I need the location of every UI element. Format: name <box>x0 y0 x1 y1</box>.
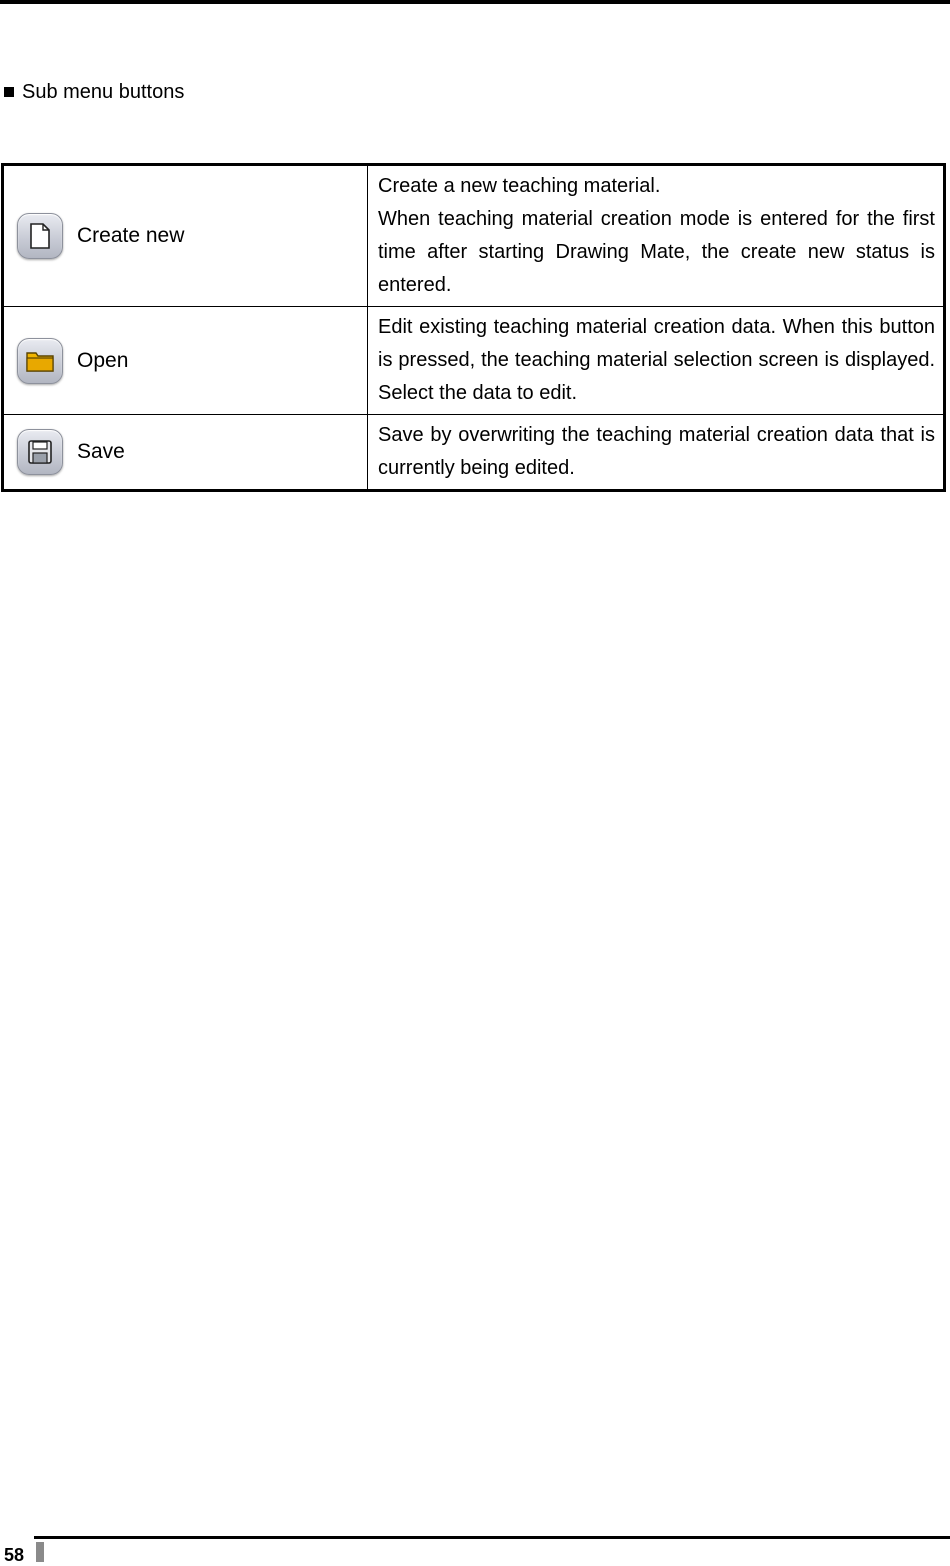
create-new-label: Create new <box>77 224 185 247</box>
description-text: Edit existing teaching material creation data. When this button is pressed, the teaching material selection screen is displayed. Select the data to edit. <box>378 316 935 404</box>
button-name-cell <box>3 165 368 307</box>
top-rule <box>0 0 950 4</box>
floppy-disk-icon <box>27 439 53 465</box>
button-description-cell <box>368 307 945 415</box>
button-description-cell <box>368 165 945 307</box>
footer-rule <box>34 1536 950 1539</box>
section-heading <box>4 80 184 104</box>
button-name-cell <box>3 307 368 415</box>
table-row-save <box>3 415 945 491</box>
page-number: 58 <box>4 1545 25 1565</box>
table-row-open <box>3 307 945 415</box>
create-new-button[interactable] <box>17 213 63 259</box>
description-text: Create a new teaching material. <box>378 175 661 197</box>
open-button[interactable] <box>17 338 63 384</box>
section-heading-text: Sub menu buttons <box>22 81 185 103</box>
table-row-create-new <box>3 165 945 307</box>
button-name-cell <box>3 415 368 491</box>
description-text: Save by overwriting the teaching material creation data that is currently being edited. <box>378 424 935 479</box>
folder-icon <box>25 349 55 373</box>
new-document-icon <box>28 222 52 250</box>
save-label: Save <box>77 440 125 463</box>
save-button[interactable] <box>17 429 63 475</box>
footer-marker <box>36 1542 44 1562</box>
description-text: When teaching material creation mode is entered for the first time after starting Drawing Mate, the create new status is entered. <box>378 208 935 296</box>
open-label: Open <box>77 348 129 372</box>
sub-menu-buttons-table <box>1 163 946 492</box>
square-bullet-icon <box>4 87 14 97</box>
button-description-cell <box>368 415 945 491</box>
